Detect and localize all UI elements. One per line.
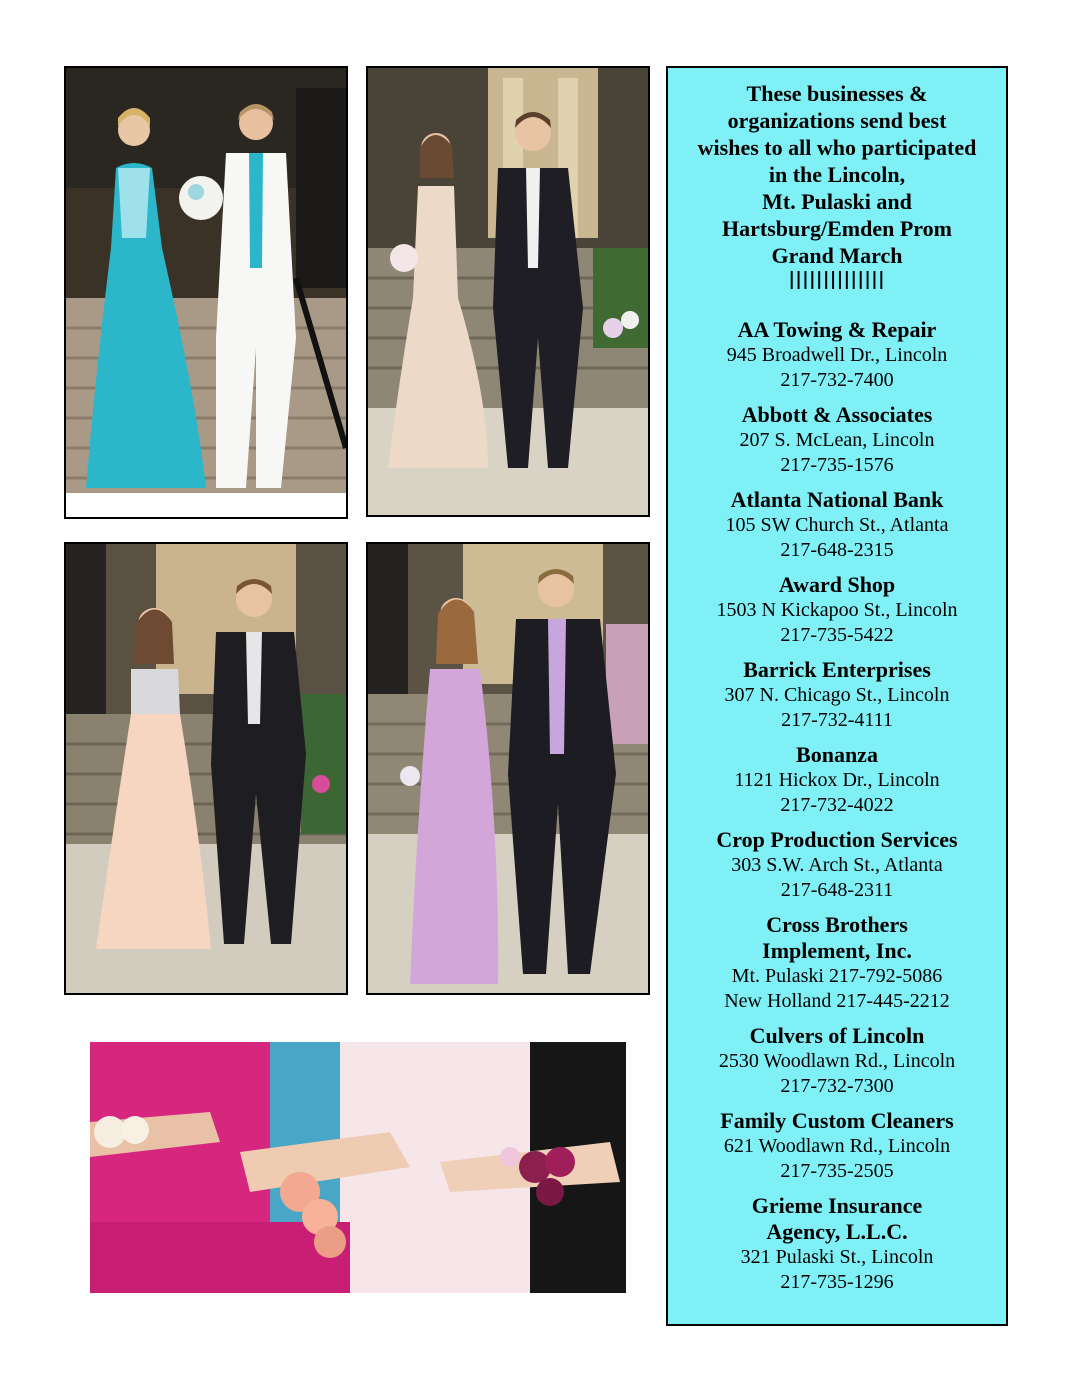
sponsor-name: Culvers of Lincoln [749, 1023, 925, 1048]
sponsor-detail: Mt. Pulaski 217-792-5086 [731, 965, 943, 987]
sponsor-entry [668, 402, 1006, 478]
sponsor-name: Cross Brothers [766, 912, 908, 937]
sponsor-name: Crop Production Services [716, 827, 958, 852]
photo-couple-peach-dress [64, 542, 348, 995]
sponsor-phone: 217-735-5422 [780, 624, 894, 646]
sponsor-entry [668, 657, 1006, 733]
photo-couple-champagne-gown [366, 66, 650, 517]
sponsor-phone: 217-732-4111 [781, 709, 893, 731]
photo-couple-lilac-dress [366, 542, 650, 995]
sponsor-name: Abbott & Associates [741, 402, 933, 427]
sponsor-name: Family Custom Cleaners [720, 1108, 954, 1133]
sponsor-name: Atlanta National Bank [730, 487, 944, 512]
sponsor-phone: 217-648-2311 [780, 879, 894, 901]
sponsor-entry [668, 572, 1006, 648]
sponsor-entry [668, 1193, 1006, 1295]
sponsor-entry [668, 742, 1006, 818]
sponsor-name: Grieme Insurance [751, 1193, 923, 1218]
intro-heading [676, 80, 998, 269]
sponsor-detail: New Holland 217-445-2212 [724, 990, 950, 1012]
sponsor-detail: 945 Broadwell Dr., Lincoln [726, 344, 948, 366]
sponsor-name: Barrick Enterprises [743, 657, 931, 682]
photo-wrist-corsages [90, 1042, 626, 1293]
intro-line: in the Lincoln, [768, 162, 906, 187]
intro-line: Grand March [771, 243, 903, 268]
sponsor-entry [668, 1023, 1006, 1099]
sponsor-panel [666, 66, 1008, 1326]
sponsor-phone: 217-735-1576 [780, 454, 894, 476]
sponsor-detail: 321 Pulaski St., Lincoln [740, 1246, 934, 1268]
intro-line: Mt. Pulaski and [762, 189, 912, 214]
intro-line: These businesses & [746, 81, 928, 106]
sponsor-name: Bonanza [796, 742, 878, 767]
sponsor-detail: 105 SW Church St., Atlanta [725, 514, 949, 536]
sponsor-entry [668, 487, 1006, 563]
sponsor-entry [668, 317, 1006, 393]
sponsor-detail: 621 Woodlawn Rd., Lincoln [723, 1135, 951, 1157]
sponsor-phone: 217-735-1296 [780, 1271, 894, 1293]
sponsor-phone: 217-648-2315 [780, 539, 894, 561]
photo-couple-teal-dress [64, 66, 348, 519]
sponsor-detail: 1121 Hickox Dr., Lincoln [734, 769, 940, 791]
sponsor-list [668, 317, 1006, 1295]
sponsor-detail: 207 S. McLean, Lincoln [739, 429, 935, 451]
sponsor-entry [668, 1108, 1006, 1184]
intro-line: wishes to all who participated [697, 135, 977, 160]
sponsor-name: Agency, L.L.C. [766, 1219, 908, 1244]
intro-line: organizations send best [727, 108, 947, 133]
ornament-divider: ꟾꟾꟾꟾꟾꟾꟾꟾꟾꟾꟾꟾꟾꟾ [788, 272, 886, 294]
sponsor-name: Implement, Inc. [762, 938, 912, 963]
sponsor-detail: 2530 Woodlawn Rd., Lincoln [718, 1050, 956, 1072]
sponsor-entry [668, 827, 1006, 903]
sponsor-phone: 217-735-2505 [780, 1160, 894, 1182]
sponsor-name: Award Shop [778, 572, 896, 597]
sponsor-detail: 307 N. Chicago St., Lincoln [724, 684, 950, 706]
sponsor-entry [668, 912, 1006, 1014]
sponsor-detail: 303 S.W. Arch St., Atlanta [731, 854, 943, 876]
sponsor-name: AA Towing & Repair [737, 317, 937, 342]
sponsor-detail: 1503 N Kickapoo St., Lincoln [716, 599, 958, 621]
intro-line: Hartsburg/Emden Prom [722, 216, 952, 241]
sponsor-phone: 217-732-7300 [780, 1075, 894, 1097]
sponsor-phone: 217-732-4022 [780, 794, 894, 816]
sponsor-phone: 217-732-7400 [780, 369, 894, 391]
